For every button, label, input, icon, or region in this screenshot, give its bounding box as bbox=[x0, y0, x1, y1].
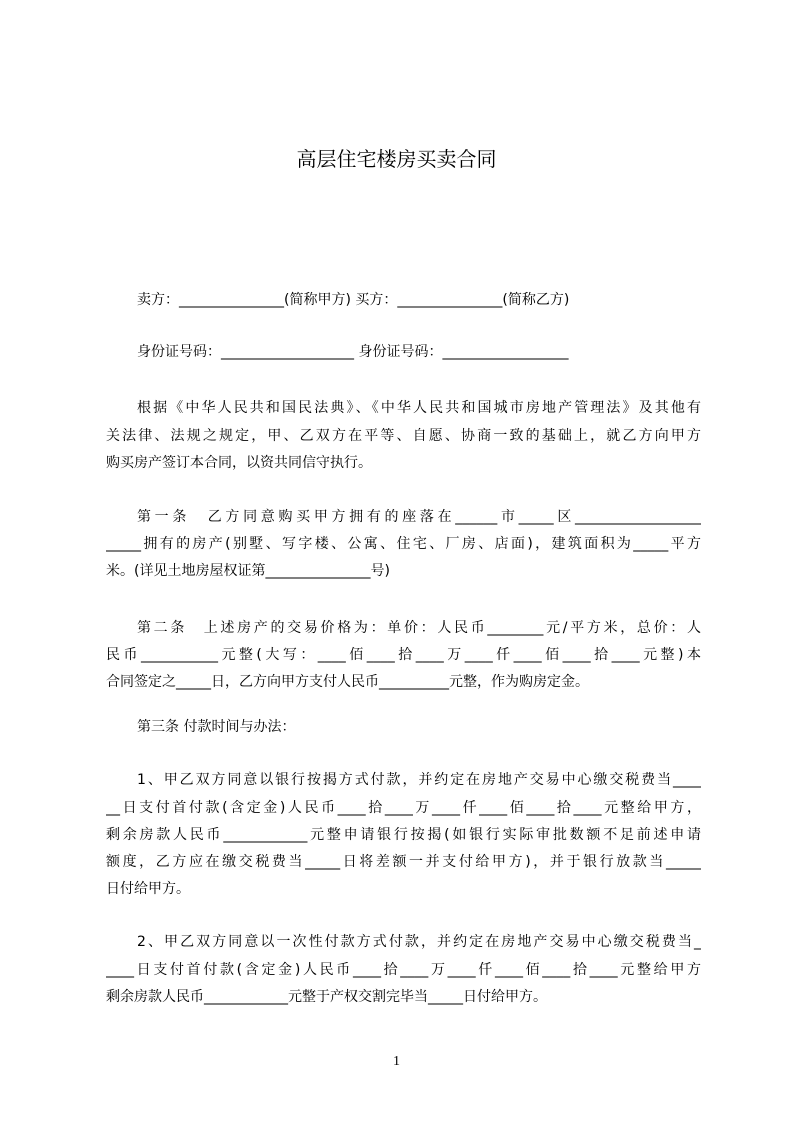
clause1-line: 剩余房款人民币____________元整申请银行按揭(如银行实际审批数额不足前述申请 bbox=[106, 827, 701, 843]
clause2-line: 2、甲乙双方同意以一次性付款方式付款，并约定在房地产交易中心缴交税费当_ bbox=[137, 934, 701, 950]
preamble-line: 购买房产签订本合同，以资共同信守执行。 bbox=[106, 455, 372, 471]
article2-line: 第二条 上述房产的交易价格为：单价：人民币________元/平方米，总价：人 bbox=[137, 620, 701, 636]
clause2-line: ____日支付首付款(含定金)人民币____拾____万____仟____佰____拾____元整给甲方 bbox=[106, 962, 701, 978]
clause2-line: 剩余房款人民币____________元整于产权交割完毕当_____日付给甲方。 bbox=[106, 989, 547, 1005]
article1-line: 米。(详见土地房屋权证第_______________号) bbox=[106, 563, 390, 579]
article1-line: _____拥有的房产(别墅、写字楼、公寓、住宅、厂房、店面)，建筑面积为_____平方 bbox=[106, 536, 701, 552]
preamble-line: 根据《中华人民共和国民法典》、《中华人民共和国城市房地产管理法》及其他有 bbox=[137, 400, 701, 416]
clause1-line: 1、甲乙双方同意以银行按揭方式付款，并约定在房地产交易中心缴交税费当____ bbox=[137, 772, 701, 788]
parties-id-numbers: 身份证号码：___________________ 身份证号码：__________________ bbox=[137, 344, 569, 360]
clause1-line: __日支付首付款(含定金)人民币____拾____万____仟____佰____拾____元整给甲方， bbox=[106, 800, 701, 816]
preamble-line: 关法律、法规之规定，甲、乙双方在平等、自愿、协商一致的基础上，就乙方向甲方 bbox=[106, 428, 701, 444]
article3-heading: 第三条 付款时间与办法： bbox=[137, 719, 296, 735]
parties-seller-buyer: 卖方：_______________(简称甲方) 买方：_______________(简称乙方) bbox=[137, 292, 570, 308]
page-number: 1 bbox=[393, 1054, 400, 1069]
article2-line: 民币___________元整(大写：____佰____拾____万____仟____佰____拾____元整)本 bbox=[106, 647, 701, 663]
clause1-line: 日付给甲方。 bbox=[106, 881, 190, 897]
clause1-line: 额度，乙方应在缴交税费当_____日将差额一并支付给甲方)，并于银行放款当_____ bbox=[106, 854, 701, 870]
article2-line: 合同签定之_____日，乙方向甲方支付人民币__________元整，作为购房定金。 bbox=[106, 674, 589, 690]
article1-line: 第一条 乙方同意购买甲方拥有的座落在______市_____区__________________ bbox=[137, 509, 701, 525]
document-title: 高层住宅楼房买卖合同 bbox=[296, 147, 497, 171]
